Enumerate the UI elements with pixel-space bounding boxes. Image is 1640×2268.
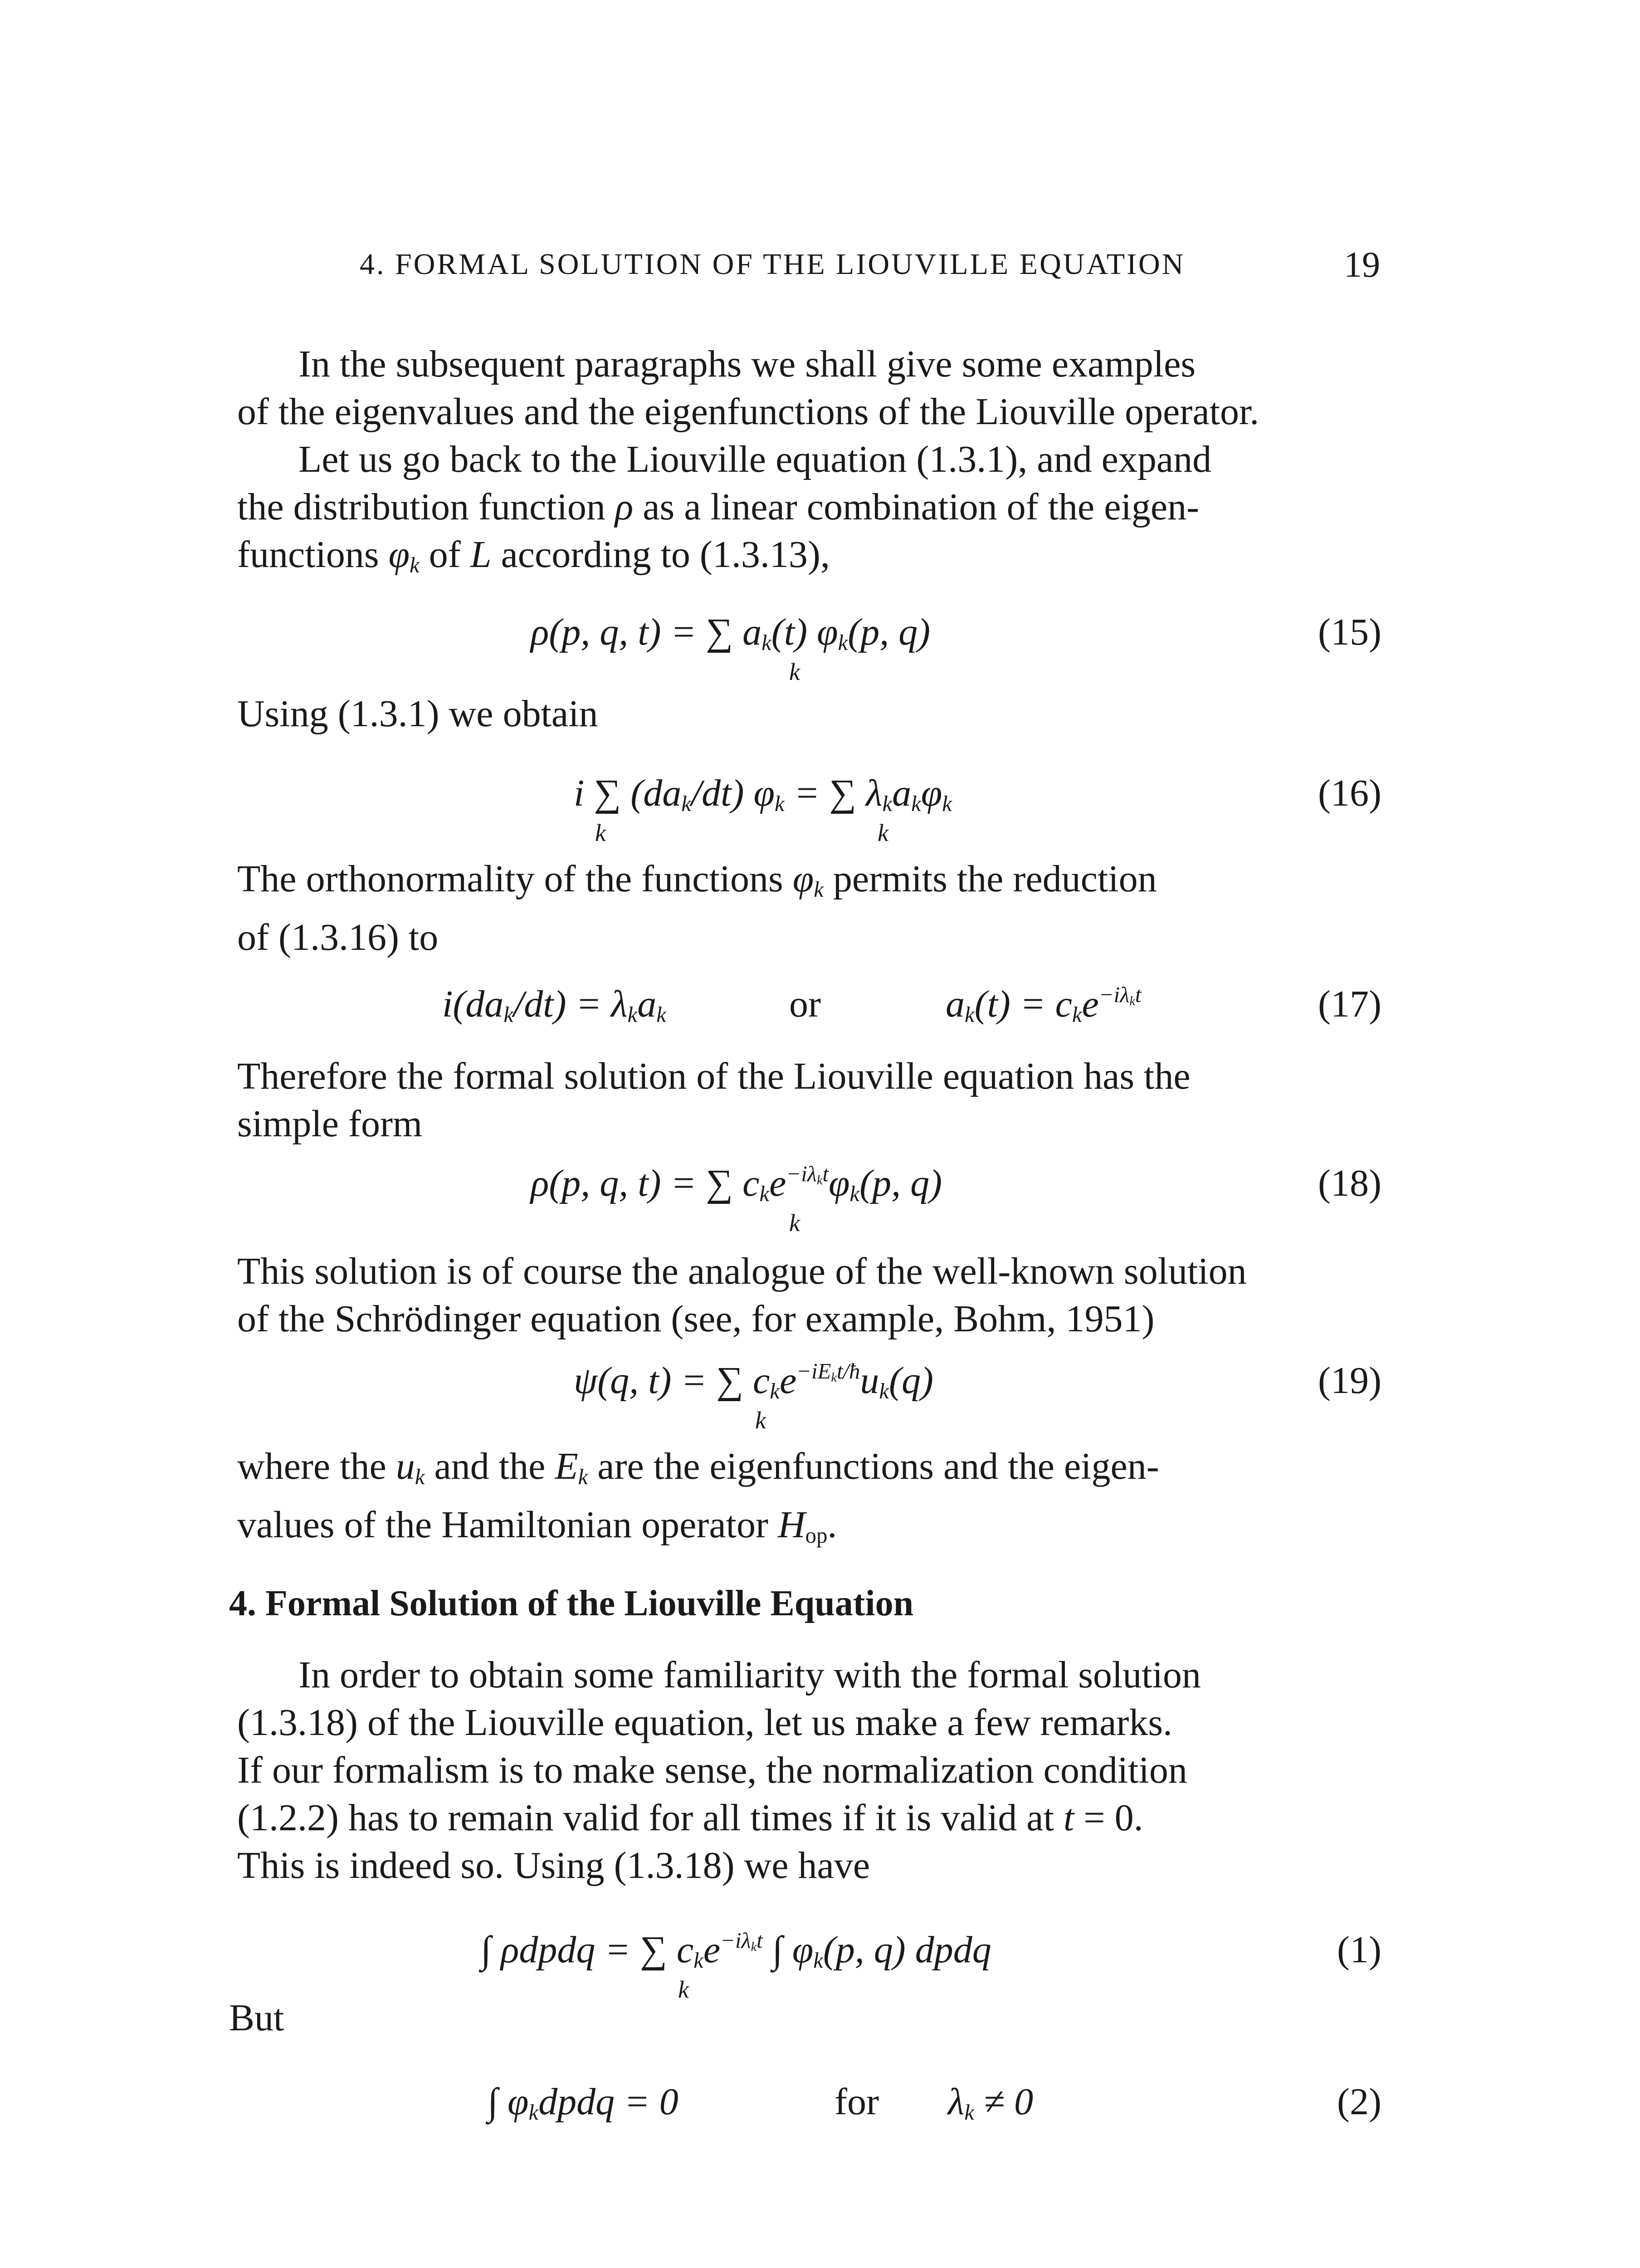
text-line: Therefore the formal solution of the Liouville equation has the (237, 1055, 1191, 1097)
summation-index: k (678, 1976, 689, 2003)
equation-16: i ∑ $(da_k/dt) \varphi_k$ = ∑ $\lambda_ka_k\varphi_k$ (574, 772, 952, 816)
equation-number: (15) (1318, 611, 1381, 653)
paragraph-familiarity (237, 1651, 1381, 1889)
text-line: functions $\varphi_k$ of L according to (1.3.13), (237, 533, 830, 578)
paragraph-formal-solution (237, 1052, 1381, 1148)
equation-number: (1) (1337, 1929, 1381, 1971)
summation-index: k (878, 819, 888, 846)
equation-15: ρ(p, q, t) = ∑ $a_k(t)$ $\varphi_k(p$, q) (531, 611, 931, 655)
text-line: The orthonormality of the functions $\varphi_k$ permits the reduction (237, 858, 1157, 902)
summation-index: k (595, 819, 606, 846)
summation-index: k (755, 1407, 766, 1434)
summation-index: k (789, 1209, 800, 1237)
text-line: of (1.3.16) to (237, 916, 439, 959)
text-line: In the subsequent paragraphs we shall give some examples (298, 343, 1196, 385)
paragraph-schrodinger (237, 1247, 1381, 1343)
equation-2-rhs: $\lambda_k \ne 0$ (948, 2081, 1034, 2125)
text-line: where the $u_k$ and the $E_k$ are the eigenfunctions and the eigen- (237, 1445, 1159, 1490)
text-line: of the Schrödinger equation (see, for example, Bohm, 1951) (237, 1298, 1155, 1340)
paragraph-liouville-expand (237, 435, 1381, 589)
text-for: for (835, 2081, 879, 2123)
text-line: values of the Hamiltonian operator $H_{op}$. (237, 1504, 837, 1548)
equation-17-rhs: $a_k(t) = c_ke^{-i\lambda_kt}$ (946, 982, 1142, 1027)
text-line: (1.2.2) has to remain valid for all times if it is valid at t = 0. (237, 1797, 1143, 1839)
text-line: Let us go back to the Liouville equation (1.3.1), and expand (298, 438, 1212, 480)
text-or: or (789, 983, 821, 1025)
text-line: the distribution function ρ as a linear combination of the eigen- (237, 486, 1200, 528)
text-line: of the eigenvalues and the eigenfunctions of the Liouville operator. (237, 391, 1259, 433)
equation-2-lhs: ∫ $\varphi_kdpdq = 0$ (488, 2081, 678, 2125)
text-line: If our formalism is to make sense, the normalization condition (237, 1749, 1187, 1791)
text-line: In order to obtain some familiarity with the formal solution (298, 1654, 1201, 1696)
text-but: But (229, 1997, 284, 2039)
text-using: Using (1.3.1) we obtain (237, 693, 598, 735)
text-line: simple form (237, 1103, 423, 1145)
text-line: This is indeed so. Using (1.3.18) we have (237, 1844, 870, 1887)
page-header (360, 247, 1380, 293)
paragraph-eigenfunctions (237, 1442, 1381, 1559)
text-line: (1.3.18) of the Liouville equation, let us make a few remarks. (237, 1701, 1173, 1744)
running-head: 4. FORMAL SOLUTION OF THE LIOUVILLE EQUATION (360, 248, 1186, 281)
paragraph-orthonormality (237, 855, 1381, 961)
page-number: 19 (1344, 245, 1380, 285)
text-line: This solution is of course the analogue of the well-known solution (237, 1250, 1247, 1292)
equation-number: (18) (1318, 1162, 1381, 1204)
equation-number: (17) (1318, 983, 1381, 1025)
equation-number: (2) (1337, 2081, 1381, 2123)
section-heading: 4. Formal Solution of the Liouville Equation (229, 1584, 914, 1623)
equation-1: ∫ ρdpdq = ∑ $c_ke^{-i\lambda_kt}$ ∫ $\varphi_k(p$, q) dpdq (481, 1928, 991, 1973)
equation-number: (19) (1318, 1359, 1381, 1402)
equation-17-lhs: $i(da_k/dt) = \lambda_ka_k$ (442, 983, 666, 1027)
equation-18: ρ(p, q, t) = ∑ $c_ke^{-i\lambda_kt}\varphi_k(p$, q) (531, 1162, 942, 1207)
equation-number: (16) (1318, 772, 1381, 814)
equation-19: ψ(q, t) = ∑ $c_ke^{-iE_kt/ħ}u_k(q)$ (574, 1359, 933, 1404)
summation-index: k (789, 658, 800, 685)
paragraph-intro (237, 340, 1381, 435)
